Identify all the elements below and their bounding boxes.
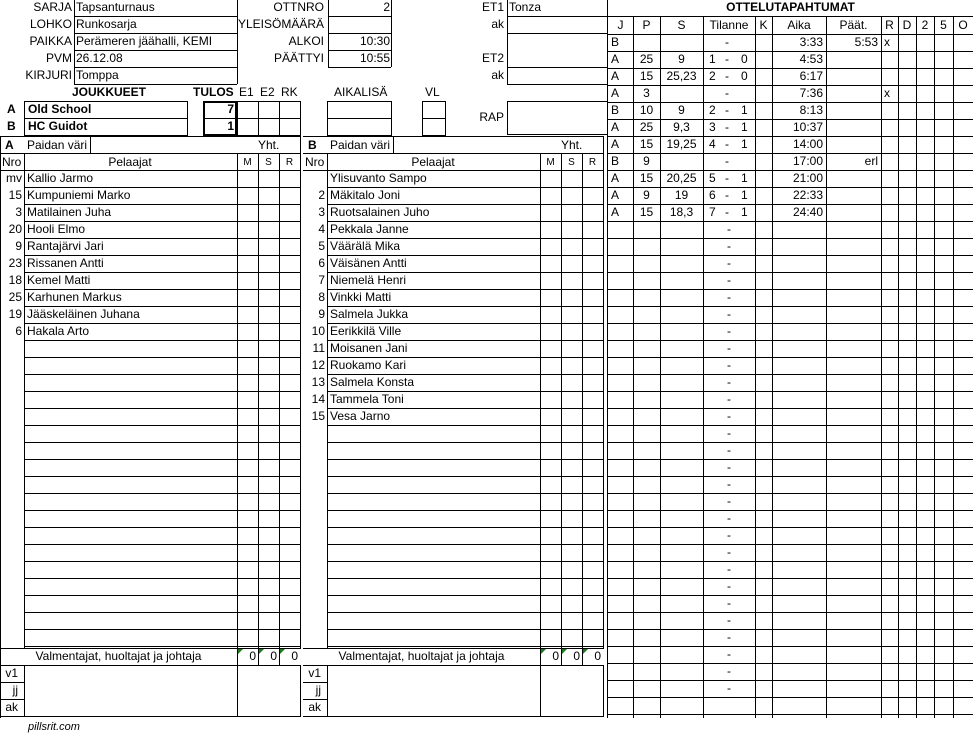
event-empty-dash: -	[727, 256, 731, 270]
player-number: 25	[8, 290, 22, 304]
player-name: Ylisuvanto Sampo	[330, 171, 427, 185]
pelaajat-header: Pelaajat	[108, 155, 152, 169]
lohko-value: Runkosarja	[76, 17, 137, 31]
event-scorer: 9	[643, 154, 650, 168]
event-time: 6:17	[799, 69, 823, 83]
player-name: Hooli Elmo	[27, 222, 86, 236]
staff-jj-label: jj	[12, 683, 18, 697]
events-col-header: Päät.	[839, 18, 868, 32]
event-scorer: 9	[643, 188, 650, 202]
event-r	[884, 204, 895, 221]
pvm-value: 26.12.08	[76, 51, 123, 65]
total-cell: 0	[291, 649, 298, 663]
team-b-name: HC Guidot	[28, 119, 88, 133]
player-number: mv	[6, 171, 22, 185]
player-name: Kallio Jarmo	[27, 171, 94, 185]
event-scorer: 25	[639, 52, 654, 66]
staff-v1-label: v1	[308, 666, 321, 680]
event-empty-dash: -	[727, 630, 731, 644]
event-team: A	[611, 86, 620, 100]
event-empty-dash: -	[727, 596, 731, 610]
event-assists: 19	[674, 188, 689, 202]
footer-credit: pillsrit.com	[28, 721, 80, 733]
marker-icon	[583, 649, 588, 654]
roster-side-label: B	[308, 138, 317, 152]
event-assists: 9	[678, 103, 685, 117]
event-scorer: 15	[639, 171, 654, 185]
player-number: 9	[318, 307, 325, 321]
yleiso-label: YLEISÖMÄÄRÄ	[237, 17, 324, 31]
roster-side-label: A	[5, 138, 14, 152]
event-r	[884, 51, 895, 68]
event-score-state: 6 - 1	[709, 188, 748, 202]
event-end-time	[829, 119, 878, 136]
event-empty-dash: -	[727, 273, 731, 287]
events-col-header: D	[902, 18, 912, 32]
event-assists	[663, 85, 700, 102]
nro-header: Nro	[2, 155, 22, 169]
event-time: 3:33	[799, 35, 823, 49]
event-team: A	[611, 52, 620, 66]
event-r	[884, 68, 895, 85]
sarja-value: Tapsanturnaus	[76, 0, 155, 14]
total-cell: 0	[249, 649, 256, 663]
event-empty-dash: -	[727, 392, 731, 406]
player-number: 4	[318, 222, 325, 236]
total-cell: 0	[573, 649, 580, 663]
event-end-time	[829, 51, 878, 68]
team-b-side: B	[7, 119, 16, 133]
event-r	[884, 102, 895, 119]
rap-box	[507, 101, 608, 135]
events-col-header: Tilanne	[709, 18, 749, 32]
event-score-state: -	[725, 86, 729, 100]
player-number: 15	[311, 409, 325, 423]
event-empty-dash: -	[727, 409, 731, 423]
player-number: 3	[15, 205, 22, 219]
player-number: 13	[311, 375, 325, 389]
player-name: Väärälä Mika	[330, 239, 401, 253]
event-team: A	[611, 120, 620, 134]
event-empty-dash: -	[727, 239, 731, 253]
event-time: 17:00	[792, 154, 823, 168]
player-number: 20	[8, 222, 22, 236]
event-assists: 18,3	[669, 205, 694, 219]
total-cell: 0	[552, 649, 559, 663]
event-empty-dash: -	[727, 443, 731, 457]
pelaajat-header: Pelaajat	[411, 155, 455, 169]
events-title: OTTELUTAPAHTUMAT	[726, 0, 855, 14]
event-r	[884, 187, 895, 204]
event-empty-dash: -	[727, 324, 731, 338]
events-col-header: 5	[940, 18, 947, 32]
kirjuri-value: Tomppa	[76, 68, 119, 82]
player-name: Ruotsalainen Juho	[330, 205, 430, 219]
event-scorer: 10	[639, 103, 654, 117]
team-a-score: 7	[227, 102, 234, 116]
player-name: Salmela Konsta	[330, 375, 415, 389]
player-number: 2	[318, 188, 325, 202]
e1-label: E1	[239, 85, 254, 99]
event-empty-dash: -	[727, 290, 731, 304]
event-r	[884, 119, 895, 136]
event-score-state: -	[725, 154, 729, 168]
event-score-state: 4 - 1	[709, 137, 748, 151]
kirjuri-label: KIRJURI	[25, 68, 72, 82]
yht-label: Yht.	[258, 138, 280, 152]
marker-icon	[259, 649, 264, 654]
marker-icon	[238, 649, 243, 654]
pvm-label: PVM	[45, 51, 72, 65]
player-name: Tammela Toni	[330, 392, 404, 406]
events-col-header: S	[677, 18, 686, 32]
event-time: 22:33	[792, 188, 823, 202]
total-cell: 0	[594, 649, 601, 663]
event-scorer: 15	[639, 205, 654, 219]
event-scorer: 15	[639, 137, 654, 151]
player-number: 11	[312, 341, 325, 355]
nro-header: Nro	[305, 155, 325, 169]
event-team: B	[611, 35, 620, 49]
events-col-header: 2	[921, 18, 929, 32]
player-name: Pekkala Janne	[330, 222, 409, 236]
player-number: 23	[8, 256, 22, 270]
paikka-label: PAIKKA	[29, 34, 72, 48]
yht-label: Yht.	[561, 138, 583, 152]
event-time: 21:00	[792, 171, 823, 185]
paattyi-label: PÄÄTTYI	[273, 51, 324, 65]
event-team: A	[611, 137, 620, 151]
event-empty-dash: -	[727, 562, 731, 576]
team-b-score: 1	[227, 119, 234, 133]
event-empty-dash: -	[727, 341, 731, 355]
event-empty-dash: -	[727, 460, 731, 474]
event-empty-dash: -	[727, 613, 731, 627]
player-number: 3	[318, 205, 325, 219]
r-header: R	[285, 157, 294, 168]
s-header: S	[265, 157, 272, 168]
shirt-color-label: Paidan väri	[330, 138, 391, 152]
event-assists: 25,23	[666, 69, 697, 83]
staff-ak-label: ak	[5, 700, 18, 714]
event-time: 24:40	[792, 205, 823, 219]
event-end-time: erl	[864, 154, 878, 168]
event-score-state: 7 - 1	[709, 205, 748, 219]
event-score-state: 2 - 0	[709, 69, 748, 83]
rk-label: RK	[281, 85, 298, 99]
events-col-header: Aika	[787, 18, 811, 32]
event-time: 4:53	[799, 52, 823, 66]
player-name: Vinkki Matti	[330, 290, 392, 304]
player-name: Jääskeläinen Juhana	[27, 307, 140, 321]
event-empty-dash: -	[727, 307, 731, 321]
r-header: R	[588, 157, 597, 168]
player-number	[303, 170, 325, 187]
event-r: x	[884, 86, 890, 100]
et1-value: Tonza	[509, 0, 542, 14]
event-assists: 19,25	[666, 137, 697, 151]
player-name: Väisänen Antti	[330, 256, 407, 270]
event-team: B	[611, 103, 620, 117]
player-number: 15	[8, 188, 22, 202]
player-name: Rissanen Antti	[27, 256, 104, 270]
event-assists	[663, 34, 700, 51]
event-empty-dash: -	[727, 545, 731, 559]
rap-label: RAP	[479, 110, 504, 124]
event-scorer: 3	[643, 86, 650, 100]
event-empty-dash: -	[727, 647, 731, 661]
event-scorer	[636, 34, 657, 51]
tulos-label: TULOS	[193, 85, 234, 99]
m-header: M	[243, 157, 252, 168]
event-score-state: 1 - 0	[709, 52, 748, 66]
staff-label: Valmentajat, huoltajat ja johtaja	[35, 649, 202, 663]
player-name: Moisanen Jani	[330, 341, 408, 355]
event-team: A	[611, 188, 620, 202]
alkoi-value: 10:30	[359, 34, 390, 48]
event-end-time: 5:53	[854, 35, 878, 49]
player-name: Vesa Jarno	[330, 409, 391, 423]
event-scorer: 15	[639, 69, 654, 83]
player-name: Mäkitalo Joni	[330, 188, 401, 202]
event-score-state: 5 - 1	[709, 171, 748, 185]
ottnro-label: OTTNRO	[273, 0, 324, 14]
player-number: 14	[311, 392, 325, 406]
event-team: A	[611, 69, 620, 83]
event-assists: 9	[678, 52, 685, 66]
event-empty-dash: -	[727, 681, 731, 695]
player-number: 7	[318, 273, 325, 287]
paattyi-value: 10:55	[359, 51, 390, 65]
event-team: B	[611, 154, 620, 168]
player-number: 10	[311, 324, 325, 338]
event-empty-dash: -	[727, 222, 731, 236]
event-r	[884, 136, 895, 153]
player-name: Rantajärvi Jari	[27, 239, 104, 253]
vl-label: VL	[425, 85, 440, 99]
aikalisa-label: AIKALISÄ	[334, 85, 388, 99]
events-col-header: K	[759, 18, 768, 32]
event-score-state: 2 - 1	[709, 103, 748, 117]
player-number: 5	[318, 239, 325, 253]
event-end-time	[829, 136, 878, 153]
s-header: S	[568, 157, 575, 168]
et2-label: ET2	[481, 51, 504, 65]
player-number: 6	[15, 324, 22, 338]
et1-ak-label: ak	[491, 17, 504, 31]
events-col-header: R	[885, 18, 894, 32]
event-team: A	[611, 171, 620, 185]
staff-label: Valmentajat, huoltajat ja johtaja	[338, 649, 505, 663]
lohko-label: LOHKO	[29, 17, 72, 31]
event-end-time	[829, 102, 878, 119]
total-cell: 0	[270, 649, 277, 663]
event-scorer: 25	[639, 120, 654, 134]
joukkueet-label: JOUKKUEET	[72, 85, 147, 99]
event-time: 10:37	[792, 120, 823, 134]
event-assists: 20,25	[666, 171, 697, 185]
player-name: Hakala Arto	[27, 324, 90, 338]
sarja-label: SARJA	[33, 0, 72, 14]
player-name: Niemelä Henri	[330, 273, 407, 287]
et1-label: ET1	[481, 0, 504, 14]
event-time: 7:36	[799, 86, 823, 100]
event-end-time	[829, 204, 878, 221]
player-name: Eerikkilä Ville	[330, 324, 402, 338]
marker-icon	[562, 649, 567, 654]
event-empty-dash: -	[727, 426, 731, 440]
events-col-header: J	[617, 18, 624, 32]
event-r	[884, 170, 895, 187]
event-empty-dash: -	[727, 358, 731, 372]
event-empty-dash: -	[727, 579, 731, 593]
events-col-header: P	[642, 18, 651, 32]
player-name: Salmela Jukka	[330, 307, 409, 321]
player-number: 6	[318, 256, 325, 270]
event-time: 8:13	[799, 103, 823, 117]
event-end-time	[829, 68, 878, 85]
event-empty-dash: -	[727, 375, 731, 389]
event-assists: 9,3	[673, 120, 690, 134]
player-name: Karhunen Markus	[27, 290, 122, 304]
event-end-time	[829, 85, 878, 102]
ottnro-value: 2	[383, 0, 390, 14]
paikka-value: Perämeren jäähalli, KEMI	[76, 34, 213, 48]
event-empty-dash: -	[727, 477, 731, 491]
player-name: Matilainen Juha	[27, 205, 112, 219]
marker-icon	[541, 649, 546, 654]
staff-ak-label: ak	[308, 700, 321, 714]
event-end-time	[829, 187, 878, 204]
staff-v1-label: v1	[5, 666, 18, 680]
player-number: 19	[8, 307, 22, 321]
event-score-state: -	[725, 35, 729, 49]
team-a-name: Old School	[28, 102, 92, 116]
alkoi-label: ALKOI	[288, 34, 324, 48]
event-r: x	[884, 35, 890, 49]
staff-jj-label: jj	[315, 683, 321, 697]
event-empty-dash: -	[727, 664, 731, 678]
event-time: 14:00	[792, 137, 823, 151]
event-empty-dash: -	[727, 528, 731, 542]
event-score-state: 3 - 1	[709, 120, 748, 134]
event-assists	[663, 153, 700, 170]
event-r	[884, 153, 895, 170]
event-end-time	[829, 170, 878, 187]
player-name: Kemel Matti	[27, 273, 91, 287]
et2-ak-label: ak	[491, 68, 504, 82]
marker-icon	[280, 649, 285, 654]
shirt-color-label: Paidan väri	[27, 138, 88, 152]
event-team: A	[611, 205, 620, 219]
player-number: 18	[8, 273, 22, 287]
player-number: 8	[318, 290, 325, 304]
events-col-header: O	[958, 18, 968, 32]
player-number: 12	[311, 358, 325, 372]
m-header: M	[546, 157, 555, 168]
player-name: Kumpuniemi Marko	[27, 188, 131, 202]
player-number: 9	[15, 239, 22, 253]
event-empty-dash: -	[727, 511, 731, 525]
e2-label: E2	[260, 85, 275, 99]
player-name: Ruokamo Kari	[330, 358, 407, 372]
team-a-side: A	[7, 102, 16, 116]
event-empty-dash: -	[727, 494, 731, 508]
